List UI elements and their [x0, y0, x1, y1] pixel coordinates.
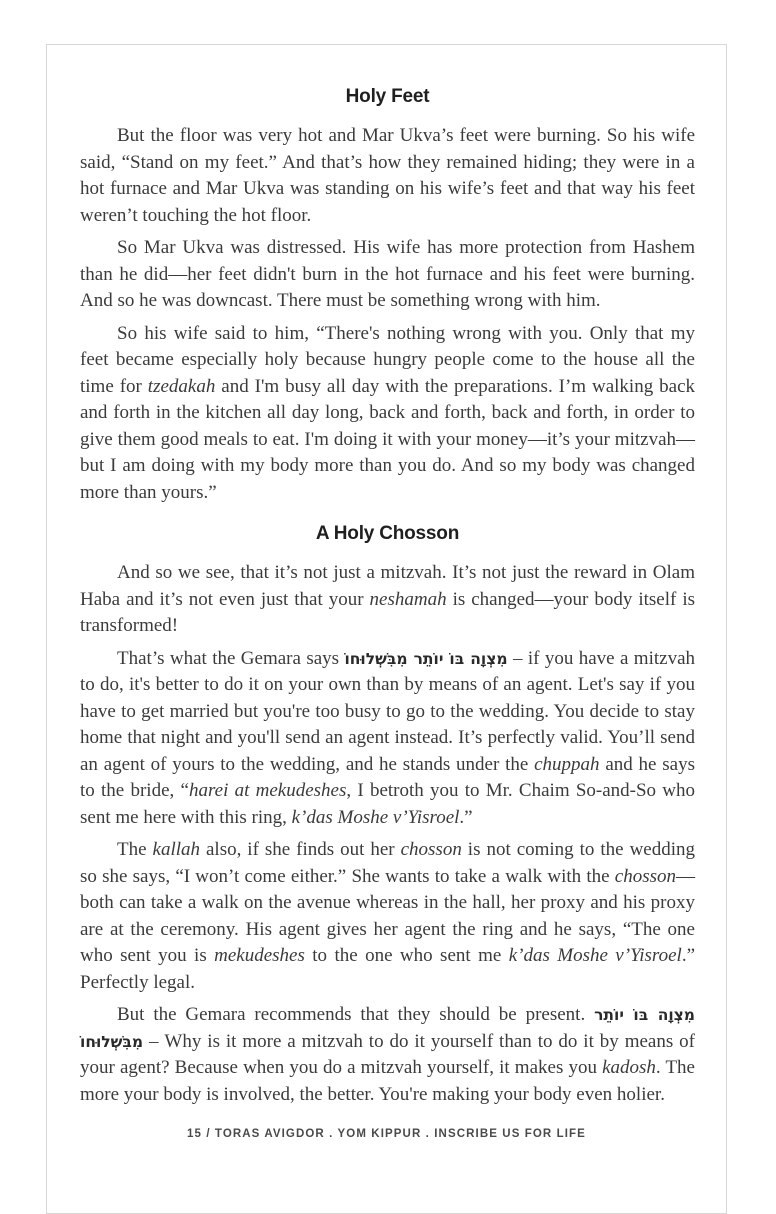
- italic-term: tzedakah: [147, 375, 216, 397]
- paragraph: [80, 235, 695, 315]
- page-content: [47, 45, 726, 1108]
- italic-term: mekudeshes: [214, 945, 305, 966]
- italic-term: chuppah: [534, 753, 600, 775]
- italic-term: chosson: [614, 865, 676, 887]
- italic-term: chosson: [400, 839, 462, 860]
- paragraph: [80, 1002, 695, 1108]
- text-run: .”: [459, 806, 473, 828]
- text-run: to the one who sent me: [304, 945, 509, 966]
- paragraph: [80, 837, 695, 996]
- paragraph: [80, 123, 695, 229]
- section-heading: Holy Feet: [345, 86, 430, 107]
- text-run: The: [117, 839, 153, 860]
- text-run: So Mar Ukva was distressed. His wife has more protection from Hashem than he did—her feet didn't burn in the hot furnace and his feet were burning. And so he was downcast. There must be something wrong with him.: [80, 237, 695, 311]
- text-run: and he says to the bride, “: [80, 753, 696, 801]
- text-run: But the floor was very hot and Mar Ukva’s feet were burning. So his wife said, “Stand on my feet.” And that’s how they remained hiding; they were in a hot furnace and Mar Ukva was standing on his wife’s feet and that way his feet weren’t touching the hot floor.: [80, 125, 695, 226]
- italic-term: harei at mekudeshes: [188, 780, 347, 801]
- text-run: – if you have a mitzvah to do, it's better to do it on your own than by means of an agent. Let's say if you have to get married but you're too busy to go to the wedding. You decide to stay home that night and you'll send an agent instead. It’s perfectly valid. You’ll send an agent of yours to the wedding, and he stands under the: [80, 647, 696, 775]
- text-run: , I betroth you to Mr. Chaim So-and-So who sent me here with this ring,: [80, 780, 696, 828]
- text-run: But the Gemara recommends that they should be present.: [117, 1004, 595, 1025]
- text-run: That’s what the Gemara says: [117, 647, 345, 669]
- section-heading: A Holy Chosson: [315, 523, 460, 544]
- hebrew-phrase: מִצְוָה בּוֹ יוֹתֵר מִבִּשְׁלוּחוֹ: [344, 649, 508, 668]
- text-run: – Why is it more a mitzvah to do it yourself than to do it by means of your agent? Because when you do a mitzvah yourself, it makes you: [80, 1030, 695, 1078]
- text-run: and I'm busy all day with the preparations. I’m walking back and forth in the kitchen all day long, back and forth, back and forth, in order to give them good meals to eat. I'm doing it with your money—it’s your mitzvah—but I am doing with my body more than you do. And so my body was changed more than yours.”: [80, 375, 696, 503]
- page-frame: [46, 44, 727, 1214]
- text-run: . The more your body is involved, the better. You're making your body even holier.: [80, 1057, 695, 1105]
- page-footer: 15 / TORAS AVIGDOR . YOM KIPPUR . INSCRIBE US FOR LIFE: [187, 1128, 586, 1140]
- paragraph: [80, 646, 695, 832]
- text-run: And so we see, that it’s not just a mitzvah. It’s not just the reward in Olam Haba and it’s not even just that your: [80, 562, 695, 610]
- text-run: .” Perfectly legal.: [80, 945, 695, 993]
- text-run: also, if she finds out her: [200, 839, 401, 860]
- hebrew-phrase: מִצְוָה בּוֹ יוֹתֵר מִבִּשְׁלוּחוֹ: [80, 1006, 695, 1051]
- paragraph: [80, 321, 695, 507]
- text-run: is not coming to the wedding so she says, “I won’t come either.” She wants to take a walk with the: [80, 839, 696, 887]
- paragraph: [80, 560, 695, 640]
- text-run: is changed—your body itself is transformed!: [80, 588, 695, 636]
- italic-term: kadosh: [602, 1057, 656, 1078]
- text-run: So his wife said to him, “There's nothing wrong with you. Only that my feet became especially holy because hungry people come to the house all the time for: [80, 322, 695, 397]
- italic-term: k’das Moshe v’Yisroel: [508, 945, 682, 966]
- italic-term: kallah: [152, 839, 201, 860]
- italic-term: neshamah: [369, 588, 447, 610]
- text-run: —both can take a walk on the avenue whereas in the hall, her proxy and his proxy are at the ceremony. His agent gives her agent the ring and he says, “The one who sent you is: [80, 865, 695, 966]
- italic-term: k’das Moshe v’Yisroel: [291, 806, 460, 828]
